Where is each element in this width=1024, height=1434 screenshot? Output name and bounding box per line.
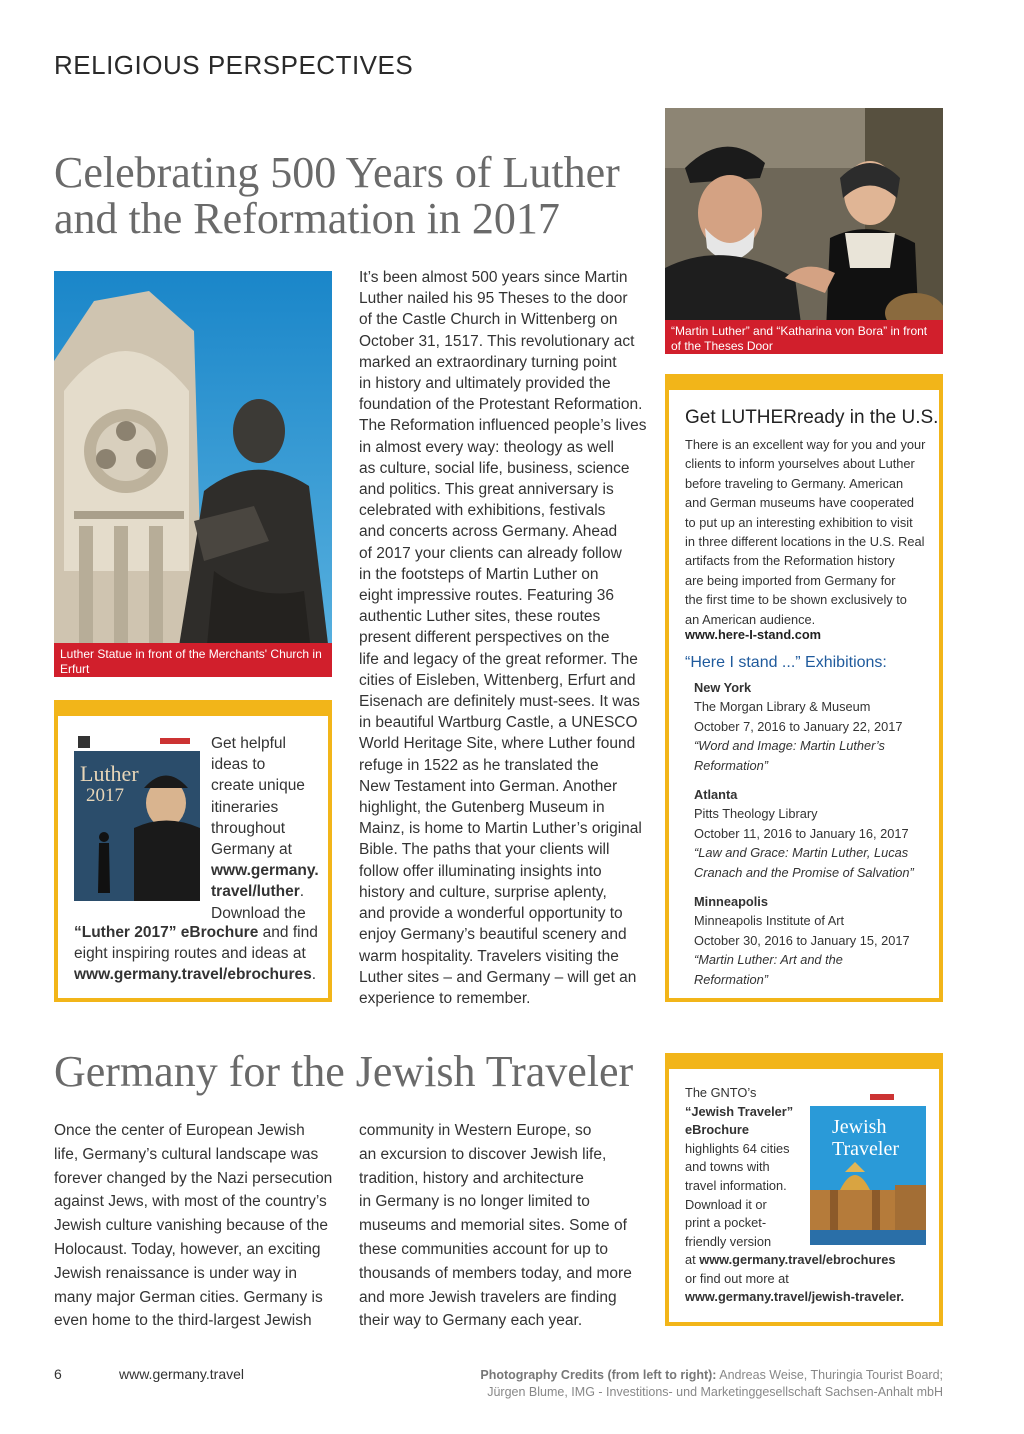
title-line-2: and the Reformation in 2017 [54,194,560,243]
jewish-box-text [685,1084,825,1251]
text-line: Download it or [685,1196,767,1212]
luther-cover-year: 2017 [86,785,124,806]
lutherready-heading: Get LUTHERready in the U.S. [685,407,939,428]
exhibition-item [694,785,944,882]
text-line: community in Western Europe, so [359,1122,592,1139]
exhibition-venue: Pitts Theology Library [694,806,818,822]
exhibition-title: Cranach and the Promise of Salvation” [694,864,914,880]
text-line: an excursion to discover Jewish life, [359,1145,607,1163]
jewish-cover-title-1: Jewish [832,1116,887,1138]
exhibitions-heading: “Here I stand ...” Exhibitions: [685,654,887,671]
exhibitions-list [694,678,944,989]
credits-line-1: Andreas Weise, Thuringia Tourist Board; [716,1368,943,1382]
lutherready-box [665,374,943,1002]
text-line: highlights 64 cities [685,1140,790,1156]
text-line: throughout [211,819,286,837]
text-line: these communities account for up to [359,1240,608,1258]
title-line-1: Celebrating 500 Years of Luther [54,148,620,197]
text-line: in history and ultimately provided the [359,375,611,393]
text-line: in almost every way: theology as well [359,438,615,456]
text-line: ideas to [211,756,266,774]
text-line: their way to Germany each year. [359,1312,583,1330]
exhibition-venue: The Morgan Library & Museum [694,699,871,715]
jewish-ebrochure-cover[interactable] [810,1090,926,1245]
luther-statue-photo [54,271,332,677]
jewish-column-1 [54,1119,344,1333]
text-line: present different perspectives on the [359,629,610,647]
punct: . [311,966,317,984]
text-line: of the Castle Church in Wittenberg on [359,311,618,329]
luther-url-link-b[interactable]: travel/luther [211,883,300,901]
exhibition-dates: October 7, 2016 to January 22, 2017 [694,718,903,734]
text-line: Get helpful [211,735,286,752]
text-line: Jewish culture vanishing because of the [54,1217,328,1235]
text-line: Eisenach are definitely must-sees. It was [359,693,640,711]
text-line: foundation of the Protestant Reformation. [359,396,643,414]
luther-cover-art [74,733,200,901]
exhibition-city: New York [694,680,752,695]
text-line: and provide a wonderful opportunity to [359,905,623,923]
text-line: eBrochure [685,1122,750,1138]
credits-label: Photography Credits (from left to right): [480,1368,717,1382]
text: and find [258,924,318,941]
luther-ebrochure-cover[interactable] [74,733,200,901]
text-line: in Germany is no longer limited to [359,1193,590,1211]
text-line: and towns with [685,1159,770,1175]
text-line: enjoy Germany’s beautiful scenery and [359,926,627,944]
text-line: There is an excellent way for you and your [685,437,926,452]
text-line: It’s been almost 500 years since Martin [359,269,628,286]
luther-url-link-a[interactable]: www.germany. [211,862,319,880]
text-line: Luther nailed his 95 Theses to the door [359,290,628,308]
text-line: clients to inform yourselves about Luther [685,456,915,472]
luther-article-body [359,267,649,1009]
text-line: warm hospitality. Travelers visiting the [359,947,619,965]
text-line: and concerts across Germany. Ahead [359,523,618,541]
text-line: in beautiful Wartburg Castle, a UNESCO [359,714,638,732]
text-line: experience to remember. [359,989,531,1007]
text-line: and German museums have cooperated [685,495,915,511]
text-line: as culture, social life, business, science [359,459,630,477]
text-line: and more Jewish travelers are finding [359,1288,617,1306]
text-line: an American audience. [685,611,816,627]
text-line: and politics. This great anniversary is [359,481,614,499]
text-line: Once the center of European Jewish [54,1122,305,1139]
jewish-title: Germany for the Jewish Traveler [54,1047,634,1096]
text-line: history and culture, surprise aplenty, [359,883,607,901]
photo-caption-2: “Martin Luther” and “Katharina von Bora” in front of the Theses Door [665,320,943,354]
text-line: even home to the third-largest Jewish [54,1312,312,1330]
text-line: authentic Luther sites, these routes [359,608,601,626]
text-line: Bible. The paths that your clients will [359,841,610,859]
text-line: museums and memorial sites. Some of [359,1217,627,1235]
punct: . [299,883,305,901]
luther-statue-illustration [54,271,332,677]
exhibition-dates: October 30, 2016 to January 15, 2017 [694,932,910,948]
jewish-ebrochure-box [665,1053,943,1326]
text: at [685,1252,700,1267]
jewish-traveler-url-link[interactable]: www.germany.travel/jewish-traveler. [685,1289,905,1305]
text-line: The GNTO’s [685,1085,757,1100]
exhibition-item [694,892,944,989]
text-line: Jewish renaissance is under way in [54,1264,297,1282]
exhibition-city: Minneapolis [694,894,768,910]
text-line: Luther sites – and Germany – will get an [359,968,637,986]
page-title [54,150,620,242]
lutherready-body [685,435,945,629]
exhibition-dates: October 11, 2016 to January 16, 2017 [694,825,909,841]
text-line: refuge in 1522 as he translated the [359,756,599,774]
text-line: against Jews, with most of the country’s [54,1193,327,1211]
text-line: thousands of members today, and more [359,1264,632,1282]
ebrochure-bottom-text [74,922,334,986]
text-line: tradition, history and architecture [359,1169,584,1187]
ebrochures-url-link[interactable]: www.germany.travel/ebrochures [74,966,312,984]
jewish-ebrochures-url-link[interactable]: www.germany.travel/ebrochures [699,1252,896,1267]
text-line: artifacts from the Reformation history [685,553,895,569]
page-number: 6 [54,1366,62,1382]
text-line: or find out more at [685,1270,789,1286]
text-line: Holocaust. Today, however, an exciting [54,1240,321,1258]
credits-line-2: Jürgen Blume, IMG - Investitions- und Marketinggesellschaft Sachsen-Anhalt mbH [487,1385,943,1399]
exhibition-title: “Law and Grace: Martin Luther, Lucas [694,845,909,861]
jewish-cover-art [810,1090,926,1245]
ebrochure-side-text [211,733,331,924]
text-line: itineraries [211,798,279,816]
text-line: of 2017 your clients can already follow [359,544,622,562]
text-line: friendly version [685,1233,772,1249]
luther-katharina-photo [665,108,943,354]
luther-ebrochure-box [54,700,332,1002]
exhibition-venue: Minneapolis Institute of Art [694,913,845,929]
text-line: New Testament into German. Another [359,777,618,795]
text-line: “Jewish Traveler” [685,1103,794,1119]
text-line: create unique [211,777,305,795]
text-line: World Heritage Site, where Luther found [359,735,636,753]
jewish-box-links [685,1251,945,1307]
text-line: are being imported from Germany for [685,572,896,588]
jewish-cover-title-2: Traveler [832,1138,900,1160]
text-line: many major German cities. Germany is [54,1288,323,1306]
jewish-column-2 [359,1119,649,1333]
download-text: Download the [211,904,306,922]
text-line: eight impressive routes. Featuring 36 [359,587,615,605]
exhibition-city: Atlanta [694,787,738,803]
text-line: celebrated with exhibitions, festivals [359,502,606,520]
text-line: October 31, 1517. This revolutionary act [359,332,635,350]
exhibition-title: “Word and Image: Martin Luther’s [694,738,885,754]
exhibition-item [694,678,944,775]
brochure-name: “Luther 2017” eBrochure [74,924,259,941]
text-line: print a pocket- [685,1215,767,1231]
text-line: cities of Eisleben, Wittenberg, Erfurt and [359,671,636,689]
footer-site-link[interactable]: www.germany.travel [119,1366,245,1382]
here-i-stand-url-link[interactable]: www.here-I-stand.com [685,627,822,642]
photo-credits [480,1367,943,1401]
text-line: to put up an interesting exhibition to visit [685,514,913,530]
text-line: Germany at [211,841,292,859]
text-line: Mainz, is home to Martin Luther’s original [359,820,642,838]
text-line: travel information. [685,1177,787,1193]
text-line: life, Germany’s cultural landscape was [54,1145,319,1163]
text-line: eight inspiring routes and ideas at [74,945,306,963]
text-line: follow offer illuminating insights into [359,862,602,880]
text-line: the first time to be shown exclusively to [685,592,907,608]
exhibition-title: Reformation” [694,757,768,773]
text-line: life and legacy of the great reformer. The [359,650,638,668]
text-line: forever changed by the Nazi persecution [54,1169,333,1187]
luther-cover-title: Luther [80,761,139,786]
luther-katharina-illustration [665,108,943,354]
text-line: in the footsteps of Martin Luther on [359,565,599,583]
text-line: before traveling to Germany. American [685,475,904,491]
text-line: The Reformation influenced people’s lives [359,417,647,435]
section-label: RELIGIOUS PERSPECTIVES [54,50,414,80]
exhibition-title: Reformation” [694,971,768,987]
text-line: in three different locations in the U.S. Real [685,534,925,550]
text-line: highlight, the Gutenberg Museum in [359,799,605,817]
photo-caption-1: Luther Statue in front of the Merchants' Church in Erfurt [54,643,332,677]
text-line: marked an extraordinary turning point [359,353,617,371]
exhibition-title: “Martin Luther: Art and the [694,952,843,968]
